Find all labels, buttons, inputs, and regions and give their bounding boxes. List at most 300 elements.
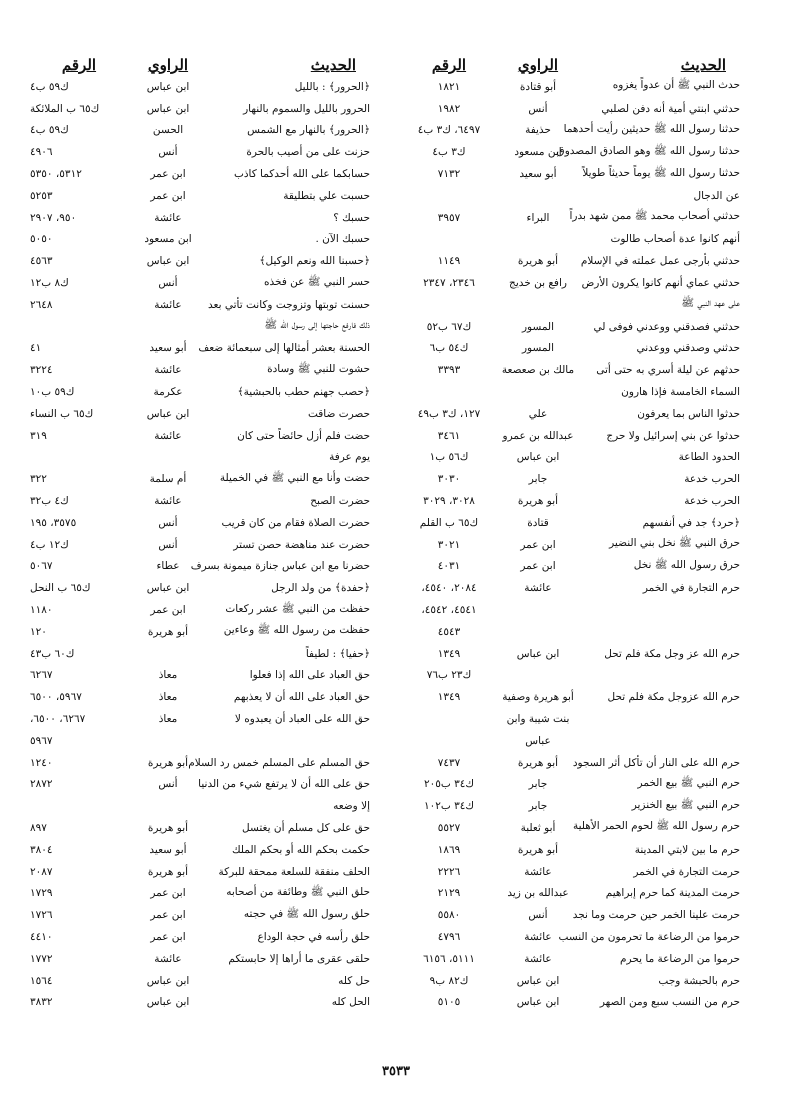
narrator: أنس xyxy=(528,102,548,115)
narrator: عطاء xyxy=(156,560,180,573)
hadith-number: ٢٠٨٧ xyxy=(30,865,53,878)
hadith-number: ٧١٣٢ xyxy=(437,168,461,181)
hadith-number: ك٣٤ ب٢٠٥ xyxy=(423,778,475,791)
narrator: أبو هريرة وصفية xyxy=(502,691,574,704)
header-hadith: الحديث xyxy=(680,56,726,74)
hadith-number: ٤١ xyxy=(30,342,42,355)
narrator: ابن عمر xyxy=(150,887,186,900)
hadith-text: حق العباد على الله أن لا يعذبهم xyxy=(233,691,370,704)
index-row xyxy=(400,817,740,839)
hadith-number: ٦٢٦٧، ٦٥٠٠، xyxy=(30,713,86,725)
hadith-text: يوم عرفة xyxy=(329,451,370,464)
narrator: جابر xyxy=(528,778,548,791)
hadith-number: ٤٤١٠ xyxy=(30,930,53,943)
hadith-number: ٣٨٣٢ xyxy=(30,996,53,1009)
index-row xyxy=(30,490,370,512)
hadith-number: ٣٢٢ xyxy=(30,473,47,486)
hadith-text: حكمت بحكم الله أو بحكم الملك xyxy=(231,843,370,856)
index-row xyxy=(30,250,370,272)
index-row xyxy=(400,534,740,556)
index-row xyxy=(30,512,370,534)
hadith-text: حلق رسول الله ﷺ في حجته xyxy=(243,907,370,920)
narrator: أبو قتادة xyxy=(519,80,557,93)
index-row xyxy=(400,752,740,774)
hadith-text: حرمت علينا الخمر حين حرمت وما نجد xyxy=(572,909,740,922)
narrator: بنت شيبة وابن xyxy=(506,713,570,725)
narrator: أبو هريرة xyxy=(517,495,559,508)
hadith-number: ك٦٥ ب النحل xyxy=(30,582,91,595)
narrator: ابن مسعود xyxy=(144,233,192,246)
index-row xyxy=(30,991,370,1013)
index-row xyxy=(30,817,370,839)
header-rawi: الراوي xyxy=(517,56,559,74)
hadith-text: ذلك فارفع حاجتها إلى رسول الله ﷺ xyxy=(264,319,370,332)
narrator: البراء xyxy=(526,211,550,224)
hadith-text: حضرت الصبح xyxy=(310,495,370,508)
hadith-text: حسبك ؟ xyxy=(333,211,370,224)
hadith-text: حدثهم عن ليلة أسري به حتى أتى xyxy=(596,364,740,377)
hadith-number: ٧٤٣٧ xyxy=(437,756,461,769)
narrator: ابن عمر xyxy=(150,189,186,202)
hadith-text: حفظت من رسول الله ﷺ وعاءين xyxy=(223,624,370,637)
index-row xyxy=(400,904,740,926)
hadith-number: ٥١١١، ٦١٥٦ xyxy=(423,952,475,965)
index-row xyxy=(400,185,740,207)
index-row xyxy=(400,730,740,752)
index-row xyxy=(30,163,370,185)
narrator: ابن عباس xyxy=(516,974,560,987)
hadith-number: ٥٩٦٧، ٦٥٠٠ xyxy=(30,691,82,704)
hadith-number: ٦٤٩٧، ك٣ ب٤ xyxy=(417,124,481,137)
index-row xyxy=(400,795,740,817)
index-row xyxy=(30,948,370,970)
hadith-number: ٥٣١٢، ٥٣٥٠ xyxy=(30,168,82,181)
index-row xyxy=(400,141,740,163)
index-row xyxy=(400,120,740,142)
hadith-text: حرم الله على النار أن تأكل أثر السجود xyxy=(572,756,740,769)
hadith-text: حصرت ضاقت xyxy=(307,407,370,420)
narrator: أنس xyxy=(158,146,178,159)
narrator: ابن عمر xyxy=(150,604,186,617)
hadith-number: ١١٨٠ xyxy=(30,604,53,617)
hadith-text: حسبك الآن . xyxy=(315,233,370,246)
hadith-number: ١٨٦٩ xyxy=(437,843,461,856)
index-row xyxy=(400,250,740,272)
index-row xyxy=(400,338,740,360)
hadith-text: عن الدجال xyxy=(693,189,740,202)
index-row xyxy=(400,665,740,687)
hadith-text: حشوت للنبي ﷺ وسادة xyxy=(267,362,370,375)
narrator: ابن عباس xyxy=(146,582,190,595)
index-row xyxy=(400,359,740,381)
hadith-number: ك٨٢ ب٩ xyxy=(429,974,469,987)
index-row xyxy=(30,316,370,338)
index-row xyxy=(400,207,740,229)
narrator: الحسن xyxy=(152,124,184,137)
hadith-number: ١٧٧٢ xyxy=(30,952,53,965)
hadith-text: حدثوا الناس بما يعرفون xyxy=(637,407,740,420)
index-row xyxy=(400,98,740,120)
narrator: عائشة xyxy=(524,930,552,943)
narrator: عباس xyxy=(525,734,551,747)
narrator: أنس xyxy=(158,778,178,791)
hadith-number: ٢٣٤٦، ٢٣٤٧ xyxy=(423,277,475,290)
hadith-number: ٣٤٦١ xyxy=(437,429,461,442)
hadith-text: حرق رسول الله ﷺ نخل xyxy=(633,558,740,571)
hadith-text: حرم رسول الله ﷺ لحوم الحمر الأهلية xyxy=(572,820,740,833)
index-row xyxy=(30,338,370,360)
hadith-text: الحرب خدعة xyxy=(684,495,740,508)
index-row xyxy=(30,839,370,861)
hadith-number: ٥١٠٥ xyxy=(437,996,461,1009)
hadith-number: ٣٠٣٠ xyxy=(437,473,461,486)
narrator: ابن عمر xyxy=(520,560,556,573)
header-raqm: الرقم xyxy=(61,56,97,74)
hadith-number: ك٣٤ ب١٠٢ xyxy=(423,800,475,813)
narrator: جابر xyxy=(528,473,548,486)
header-hadith: الحديث xyxy=(310,56,356,74)
narrator: قتادة xyxy=(527,516,549,529)
left-column-rows xyxy=(30,76,370,1013)
hadith-number: ك١٢ ب٤ xyxy=(30,538,69,551)
hadith-text: حدثني ابنتي أمية أنه دفن لصلبي xyxy=(601,102,740,115)
index-row xyxy=(30,730,370,752)
narrator: عائشة xyxy=(154,298,182,311)
hadith-text: حرم التجارة في الخمر xyxy=(642,582,740,595)
index-row xyxy=(30,665,370,687)
narrator: المسور xyxy=(521,320,555,333)
hadith-number: ١٢٠ xyxy=(30,625,47,638)
hadith-number: ٤٠٣١ xyxy=(437,560,461,573)
hadith-text: حفظت من النبي ﷺ عشر ركعات xyxy=(225,602,370,615)
index-row xyxy=(400,861,740,883)
index-row xyxy=(400,316,740,338)
narrator: أبو هريرة xyxy=(517,255,559,268)
narrator: ابن عباس xyxy=(146,102,190,115)
index-row xyxy=(400,447,740,469)
narrator: أبو هريرة xyxy=(147,865,189,878)
left-column-header xyxy=(30,52,370,74)
narrator: أبو هريرة xyxy=(147,821,189,834)
hadith-text: حضرت عند مناهضة حصن تستر xyxy=(233,538,370,551)
hadith-text: ﴿حفيا﴾ : لطيفاً xyxy=(305,647,370,660)
index-row xyxy=(400,991,740,1013)
hadith-text: الحرب خدعة xyxy=(684,473,740,486)
narrator: أبو سعيد xyxy=(519,168,557,181)
narrator: عائشة xyxy=(524,865,552,878)
narrator: معاذ xyxy=(158,669,178,682)
hadith-number: ك٦٥ ب الملائكة xyxy=(30,102,100,115)
narrator: رافع بن خديج xyxy=(509,277,567,290)
hadith-text: حلقى عقرى ما أراها إلا حابستكم xyxy=(228,952,370,965)
narrator: عائشة xyxy=(524,952,552,965)
index-row xyxy=(30,599,370,621)
hadith-number: ٤٥٤١، ٤٥٤٢، xyxy=(421,604,477,617)
hadith-number: ك٥٩ ب٤ xyxy=(30,124,69,137)
index-row xyxy=(400,556,740,578)
right-column-header xyxy=(400,52,740,74)
hadith-text: حدثوا عن بني إسرائيل ولا حرج xyxy=(606,429,740,442)
narrator: أم سلمة xyxy=(149,473,187,486)
hadith-number: ك٦٥ ب النساء xyxy=(30,407,94,420)
hadith-number: ٢٠٨٤، ٤٥٤٠، xyxy=(421,582,477,595)
index-row xyxy=(400,403,740,425)
narrator: أبو سعيد xyxy=(149,342,187,355)
hadith-text: حدثني بأرجى عمل عملته في الإسلام xyxy=(580,255,740,268)
index-row xyxy=(400,686,740,708)
narrator: المسور xyxy=(521,342,555,355)
hadith-text: حدثني عماي أنهم كانوا يكرون الأرض xyxy=(581,277,740,290)
narrator: مالك بن صعصعة xyxy=(501,364,575,377)
hadith-number: ك٥٩ ب١٠ xyxy=(30,386,75,399)
narrator: جابر xyxy=(528,800,548,813)
right-column-rows xyxy=(400,76,740,1013)
index-row xyxy=(400,970,740,992)
hadith-text: حدثني أصحاب محمد ﷺ ممن شهد بدراً xyxy=(569,210,740,223)
index-row xyxy=(400,163,740,185)
index-row xyxy=(400,577,740,599)
index-row xyxy=(30,621,370,643)
hadith-text: حدث النبي ﷺ أن عدواً يغزوه xyxy=(612,79,740,92)
hadith-text: حرم ما بين لابتي المدينة xyxy=(634,843,740,856)
hadith-text: حق المسلم على المسلم خمس رد السلام xyxy=(188,756,370,769)
narrator: علي xyxy=(528,407,548,420)
hadith-text: حرم من النسب سبع ومن الصهر xyxy=(599,996,740,1009)
hadith-text: حق على الله أن لا يرتفع شيء من الدنيا xyxy=(198,778,370,791)
index-row xyxy=(30,970,370,992)
index-row xyxy=(30,207,370,229)
hadith-text: حزنت على من أصيب بالحرة xyxy=(246,146,370,159)
hadith-text: الحلف منفقة للسلعة ممحقة للبركة xyxy=(218,865,370,878)
hadith-number: ٥٥٨٠ xyxy=(437,909,461,922)
narrator: أنس xyxy=(158,516,178,529)
hadith-number: ك٥٤ ب٦ xyxy=(429,342,469,355)
index-row xyxy=(30,120,370,142)
index-row xyxy=(30,882,370,904)
hadith-number: ٣٣٩٣ xyxy=(437,364,461,377)
narrator: أنس xyxy=(158,538,178,551)
index-row xyxy=(400,490,740,512)
narrator: عائشة xyxy=(154,364,182,377)
hadith-text: ﴿الحرور﴾ : بالليل xyxy=(294,80,370,93)
hadith-text: الحسنة بعشر أمثالها إلى سبعمائة ضعف xyxy=(198,342,370,355)
index-row xyxy=(30,229,370,251)
hadith-text: حدثنا رسول الله ﷺ يوماً حديثاً طويلاً xyxy=(582,166,740,179)
index-row xyxy=(400,425,740,447)
hadith-text: حق الله على العباد أن يعبدوه لا xyxy=(234,713,370,725)
index-row xyxy=(400,774,740,796)
index-row xyxy=(30,294,370,316)
hadith-number: ك٤ ب٣٢ xyxy=(30,495,69,508)
index-row xyxy=(400,468,740,490)
index-row xyxy=(400,948,740,970)
hadith-number: ك٥٦ ب١ xyxy=(429,451,469,464)
hadith-number: ٥٠٥٠ xyxy=(30,233,53,246)
narrator: عائشة xyxy=(154,429,182,442)
hadith-number: ٢٦٤٨ xyxy=(30,298,53,311)
narrator: ابن عمر xyxy=(150,930,186,943)
hadith-text: حرم الله عزوجل مكة فلم تحل xyxy=(607,691,740,704)
hadith-text: حرم بالحبشة وجب xyxy=(658,974,740,987)
hadith-number: ٣٥٧٥، ١٩٥ xyxy=(30,516,77,529)
index-row xyxy=(30,141,370,163)
index-row xyxy=(400,882,740,904)
index-row xyxy=(400,512,740,534)
hadith-text: حرمت التجارة في الخمر xyxy=(633,865,740,878)
index-row xyxy=(30,534,370,556)
hadith-number: ك٨ ب١٢ xyxy=(30,277,69,290)
hadith-number: ١٣٤٩ xyxy=(437,691,461,704)
hadith-text: حسر النبي ﷺ عن فخذه xyxy=(264,275,370,288)
hadith-text: الحدود الطاعة xyxy=(678,451,740,464)
index-row xyxy=(30,98,370,120)
hadith-number: ٣٢٢٤ xyxy=(30,364,53,377)
hadith-number: ١٨٢١ xyxy=(437,80,461,93)
index-row xyxy=(30,556,370,578)
index-row xyxy=(400,643,740,665)
index-row xyxy=(30,774,370,796)
narrator: ابن عباس xyxy=(146,255,190,268)
index-row xyxy=(30,861,370,883)
narrator: ابن عباس xyxy=(516,647,560,660)
index-row xyxy=(30,425,370,447)
hadith-text: حرم النبي ﷺ بيع الخمر xyxy=(637,776,740,789)
hadith-text: حرموا من الرضاعة ما تحرمون من النسب xyxy=(558,930,740,943)
index-row xyxy=(400,599,740,621)
hadith-text: حل كله xyxy=(338,974,370,987)
hadith-number: ك٦٧ ب٥٢ xyxy=(426,320,472,333)
index-row xyxy=(30,403,370,425)
narrator: ابن عمر xyxy=(520,538,556,551)
hadith-text: حدثني فصدقني ووعدني فوفى لي xyxy=(593,320,740,333)
hadith-number: ك٣ ب٤ xyxy=(432,146,466,159)
hadith-text: ﴿حصب جهنم حطب بالحبشية﴾ xyxy=(237,386,370,399)
hadith-text: الحل كله xyxy=(331,996,370,1009)
hadith-number: ١٢٤٠ xyxy=(30,756,53,769)
hadith-number: ١٣٤٩ xyxy=(437,647,461,660)
narrator: عكرمة xyxy=(153,386,183,399)
hadith-number: ٤٥٤٣ xyxy=(437,625,461,638)
hadith-number: ٢١٢٩ xyxy=(437,887,461,900)
hadith-number: ك٢٣ ب٧٦ xyxy=(426,669,472,682)
hadith-text: حق على كل مسلم أن يغتسل xyxy=(242,821,370,834)
hadith-text: حسبت علي بتطليقة xyxy=(283,189,370,202)
hadith-text: السماء الخامسة فإذا هارون xyxy=(621,386,740,399)
narrator: معاذ xyxy=(158,713,178,725)
index-row xyxy=(30,185,370,207)
hadith-number: ٢٢٢٦ xyxy=(437,865,461,878)
narrator: ابن عباس xyxy=(146,996,190,1009)
left-column xyxy=(30,52,370,1052)
index-row xyxy=(30,447,370,469)
index-row xyxy=(30,577,370,599)
hadith-number: ١٧٢٩ xyxy=(30,887,53,900)
narrator: ابن عباس xyxy=(146,407,190,420)
narrator: معاذ xyxy=(158,691,178,704)
hadith-text: حلق رأسه في حجة الوداع xyxy=(257,930,370,943)
index-row xyxy=(30,795,370,817)
narrator: ابن عباس xyxy=(516,451,560,464)
hadith-text: حدثني وصدقني ووعدني xyxy=(636,342,740,355)
narrator: ابن عمر xyxy=(150,168,186,181)
hadith-text: الحرور بالليل والسموم بالنهار xyxy=(243,102,370,115)
page-number: ٣٥٣٣ xyxy=(382,1064,410,1079)
index-row xyxy=(30,381,370,403)
narrator: أبو هريرة xyxy=(147,756,189,769)
index-row xyxy=(400,926,740,948)
hadith-number: ٥٢٥٣ xyxy=(30,189,53,202)
index-row xyxy=(30,468,370,490)
hadith-number: ٥٥٢٧ xyxy=(437,821,461,834)
index-row xyxy=(30,272,370,294)
narrator: أبو هريرة xyxy=(517,756,559,769)
hadith-number: ٨٩٧ xyxy=(30,821,47,834)
hadith-text: حضت وأنا مع النبي ﷺ في الخميلة xyxy=(219,471,370,484)
index-row xyxy=(400,621,740,643)
hadith-text: إلا وضعه xyxy=(333,800,370,813)
index-row xyxy=(30,686,370,708)
index-columns xyxy=(30,52,740,1052)
hadith-text: على عهد النبي ﷺ xyxy=(681,297,740,310)
narrator: حذيفة xyxy=(525,124,551,137)
index-row xyxy=(30,904,370,926)
index-row xyxy=(400,229,740,251)
hadith-text: حضرنا مع ابن عباس جنازة ميمونة بسرف xyxy=(190,560,370,573)
index-row xyxy=(400,381,740,403)
narrator: أنس xyxy=(158,277,178,290)
hadith-text: ﴿حرد﴾ جد في أنفسهم xyxy=(642,516,740,529)
hadith-number: ٥٩٦٧ xyxy=(30,734,53,747)
hadith-number: ١٩٨٢ xyxy=(437,102,461,115)
narrator: ابن عمر xyxy=(150,909,186,922)
narrator: أبو ثعلبة xyxy=(520,821,556,834)
index-row xyxy=(400,294,740,316)
hadith-text: حق العباد على الله إذا فعلوا xyxy=(249,669,370,682)
hadith-number: ٤٥٦٣ xyxy=(30,255,53,268)
hadith-text: حرمت المدينة كما حرم إبراهيم xyxy=(605,887,740,900)
index-row xyxy=(400,708,740,730)
hadith-number: ١٥٦٤ xyxy=(30,974,53,987)
narrator: عائشة xyxy=(154,495,182,508)
hadith-number: ٤٧٩٦ xyxy=(437,930,461,943)
hadith-number: ك٥٩ ب٤ xyxy=(30,80,69,93)
hadith-text: ﴿الحرور﴾ بالنهار مع الشمس xyxy=(247,124,370,137)
hadith-text: حلق النبي ﷺ وطائفة من أصحابه xyxy=(226,885,370,898)
narrator: عبدالله بن عمرو xyxy=(502,429,574,442)
narrator: أبو هريرة xyxy=(147,625,189,638)
narrator: ابن مسعود xyxy=(514,146,562,159)
hadith-number: ٣٠٢٨، ٣٠٢٩ xyxy=(423,495,475,508)
narrator: ابن عباس xyxy=(146,974,190,987)
header-rawi: الراوي xyxy=(147,56,189,74)
hadith-number: ك٦٠ ب٤٣ xyxy=(30,647,75,660)
index-row xyxy=(400,272,740,294)
index-row xyxy=(30,708,370,730)
hadith-text: حرموا من الرضاعة ما يحرم xyxy=(620,952,740,965)
header-raqm: الرقم xyxy=(431,56,467,74)
narrator: عائشة xyxy=(524,582,552,595)
hadith-number: ١٢٧، ك٣ ب٤٩ xyxy=(417,407,481,420)
hadith-text: حضرت الصلاة فقام من كان قريب xyxy=(221,516,370,529)
hadith-number: ٤٩٠٦ xyxy=(30,146,53,159)
index-row xyxy=(30,752,370,774)
hadith-number: ٣٠٢١ xyxy=(437,538,461,551)
hadith-text: حسنت توبتها وتزوجت وكانت تأتي بعد xyxy=(208,298,370,311)
hadith-number: ٦٢٦٧ xyxy=(30,669,53,682)
narrator: أنس xyxy=(528,909,548,922)
hadith-text: حضت فلم أزل حائضاً حتى كان xyxy=(237,429,370,442)
narrator: عائشة xyxy=(154,952,182,965)
